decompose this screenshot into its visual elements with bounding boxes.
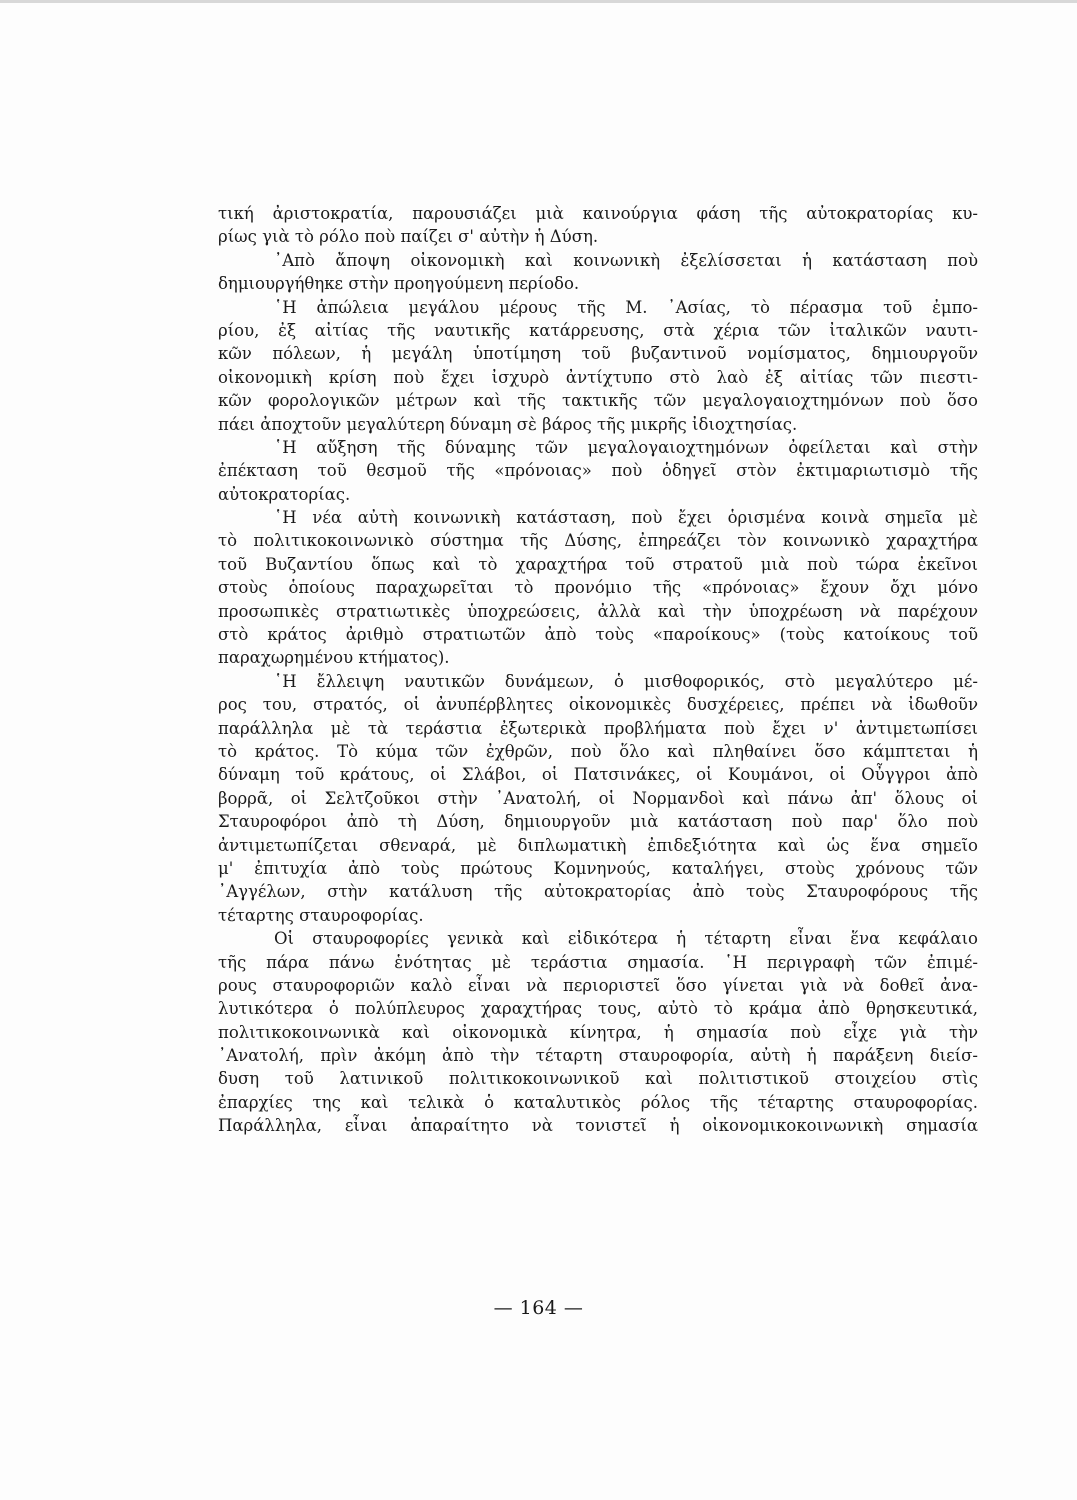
text-line: ῾Η αὔξηση τῆς δύναμης τῶν μεγαλογαιοχτημόνων ὀφείλεται καὶ στὴν xyxy=(274,437,978,457)
text-line: τέταρτης σταυροφορίας. xyxy=(218,905,424,925)
text-line: προσωπικὲς στρατιωτικὲς ὑποχρεώσεις, ἀλλὰ καὶ τὴν ὑποχρέωση νὰ παρέχουν xyxy=(218,601,978,621)
page-number: — 164 — xyxy=(493,1297,584,1319)
text-line: δύναμη τοῦ κράτους, οἱ Σλάβοι, οἱ Πατσινάκες, οἱ Κουμάνοι, οἱ Οὖγγροι ἀπὸ xyxy=(218,765,978,785)
text-line: ἀντιμετωπίζεται σθεναρά, μὲ διπλωματικὴ ἐπιδεξιότητα καὶ ὡς ἕνα σημεῖο xyxy=(218,835,978,855)
text-line: ᾿Απὸ ἄποψη οἰκονομικὴ καὶ κοινωνικὴ ἐξελίσσεται ἡ κατάσταση ποὺ xyxy=(274,250,978,270)
text-line: ῾Η νέα αὐτὴ κοινωνικὴ κατάσταση, ποὺ ἔχει ὁρισμένα κοινὰ σημεῖα μὲ xyxy=(274,508,978,528)
body-text xyxy=(218,202,978,1138)
text-line: τὸ πολιτικοκοινωνικὸ σύστημα τῆς Δύσης, ἐπηρεάζει τὸν κοινωνικὸ χαραχτήρα xyxy=(218,531,978,551)
text-line: παράλληλα μὲ τὰ τεράστια ἐξωτερικὰ προβλήματα ποὺ ἔχει ν' ἀντιμετωπίσει xyxy=(218,718,978,738)
text-line: δημιουργήθηκε στὴν προηγούμενη περίοδο. xyxy=(218,274,580,294)
text-line: ρος του, στρατός, οἱ ἀνυπέρβλητες οἰκονομικὲς δυσχέρειες, πρέπει νὰ ἰδωθοῦν xyxy=(218,695,978,715)
text-line: στὸ κράτος ἀριθμὸ στρατιωτῶν ἀπὸ τοὺς «παροίκους» (τοὺς κατοίκους τοῦ xyxy=(218,625,978,645)
text-line: τοῦ Βυζαντίου ὅπως καὶ τὸ χαραχτήρα τοῦ στρατοῦ μιὰ ποὺ τώρα ἐκεῖνοι xyxy=(218,554,978,574)
text-line: τῆς πάρα πάνω ἑνότητας μὲ τεράστια σημασία. ῾Η περιγραφὴ τῶν ἐπιμέ- xyxy=(218,952,978,972)
text-line: ρους σταυροφοριῶν καλὸ εἶναι νὰ περιοριστεῖ ὅσο γίνεται γιὰ νὰ δοθεῖ ἀνα- xyxy=(218,975,978,995)
text-line: κῶν πόλεων, ἡ μεγάλη ὑποτίμηση τοῦ βυζαντινοῦ νομίσματος, δημιουργοῦν xyxy=(218,344,978,364)
text-line: βορρᾶ, οἱ Σελτζοῦκοι στὴν ᾿Ανατολή, οἱ Νορμανδοὶ καὶ πάνω ἀπ' ὅλους οἱ xyxy=(218,788,978,808)
text-line: δυση τοῦ λατινικοῦ πολιτικοκοινωνικοῦ καὶ πολιτιστικοῦ στοιχείου στὶς xyxy=(218,1069,978,1089)
text-line: λυτικότερα ὁ πολύπλευρος χαραχτήρας τους, αὐτὸ τὸ κράμα ἀπὸ θρησκευτικά, xyxy=(218,999,978,1019)
text-line: αὐτοκρατορίας. xyxy=(218,484,351,504)
text-line: κῶν φορολογικῶν μέτρων καὶ τῆς τακτικῆς τῶν μεγαλογαιοχτημόνων ποὺ ὅσο xyxy=(218,391,978,411)
text-line: ῾Η ἀπώλεια μεγάλου μέρους τῆς Μ. ᾿Ασίας, τὸ πέρασμα τοῦ ἐμπο- xyxy=(274,297,978,317)
text-line: Σταυροφόροι ἀπὸ τὴ Δύση, δημιουργοῦν μιὰ κατάσταση ποὺ παρ' ὅλο ποὺ xyxy=(218,812,978,832)
text-line: πάει ἀποχτοῦν μεγαλύτερη δύναμη σὲ βάρος τῆς μικρῆς ἰδιοχτησίας. xyxy=(218,414,798,434)
text-line: πολιτικοκοινωνικὰ καὶ οἰκονομικὰ κίνητρα, ἡ σημασία ποὺ εἶχε γιὰ τὴν xyxy=(218,1022,978,1042)
text-line: τὸ κράτος. Τὸ κύμα τῶν ἐχθρῶν, ποὺ ὅλο καὶ πληθαίνει ὅσο κάμπτεται ἡ xyxy=(218,741,978,761)
text-line: στοὺς ὁποίους παραχωρεῖται τὸ προνόμιο τῆς «πρόνοιας» ἔχουν ὄχι μόνο xyxy=(218,578,978,598)
text-line: ᾿Αγγέλων, στὴν κατάλυση τῆς αὐτοκρατορίας ἀπὸ τοὺς Σταυροφόρους τῆς xyxy=(218,882,978,902)
text-line: ᾿Ανατολή, πρὶν ἀκόμη ἀπὸ τὴν τέταρτη σταυροφορία, αὐτὴ ἡ παράξενη διείσ- xyxy=(218,1046,978,1066)
text-line: Παράλληλα, εἶναι ἀπαραίτητο νὰ τονιστεῖ ἡ οἰκονομικοκοινωνικὴ σημασία xyxy=(218,1116,978,1136)
scan-top-edge xyxy=(0,0,1077,3)
text-line: Οἱ σταυροφορίες γενικὰ καὶ εἰδικότερα ἡ τέταρτη εἶναι ἕνα κεφάλαιο xyxy=(274,929,978,949)
text-line: τική ἀριστοκρατία, παρουσιάζει μιὰ καινούργια φάση τῆς αὐτοκρατορίας κυ- xyxy=(218,204,978,223)
text-line: ρίου, ἐξ αἰτίας τῆς ναυτικῆς κατάρρευσης, στὰ χέρια τῶν ἰταλικῶν ναυτι- xyxy=(218,320,978,340)
text-line: μ' ἐπιτυχία ἀπὸ τοὺς πρώτους Κομνηνούς, καταλήγει, στοὺς χρόνους τῶν xyxy=(218,858,978,878)
text-line: ρίως γιὰ τὸ ρόλο ποὺ παίζει σ' αὐτὴν ἡ Δύση. xyxy=(218,227,599,247)
text-line: παραχωρημένου κτήματος). xyxy=(218,648,450,668)
text-line: ἐπέκταση τοῦ θεσμοῦ τῆς «πρόνοιας» ποὺ ὁδηγεῖ στὸν ἐκτιμαριωτισμὸ τῆς xyxy=(218,461,978,481)
text-line: ἐπαρχίες της καὶ τελικὰ ὁ καταλυτικὸς ρόλος τῆς τέταρτης σταυροφορίας. xyxy=(218,1092,978,1112)
text-line: ῾Η ἔλλειψη ναυτικῶν δυνάμεων, ὁ μισθοφορικός, στὸ μεγαλύτερο μέ- xyxy=(274,671,978,691)
text-line: οἰκονομικὴ κρίση ποὺ ἔχει ἰσχυρὸ ἀντίχτυπο στὸ λαὸ ἐξ αἰτίας τῶν πιεστι- xyxy=(218,367,978,387)
